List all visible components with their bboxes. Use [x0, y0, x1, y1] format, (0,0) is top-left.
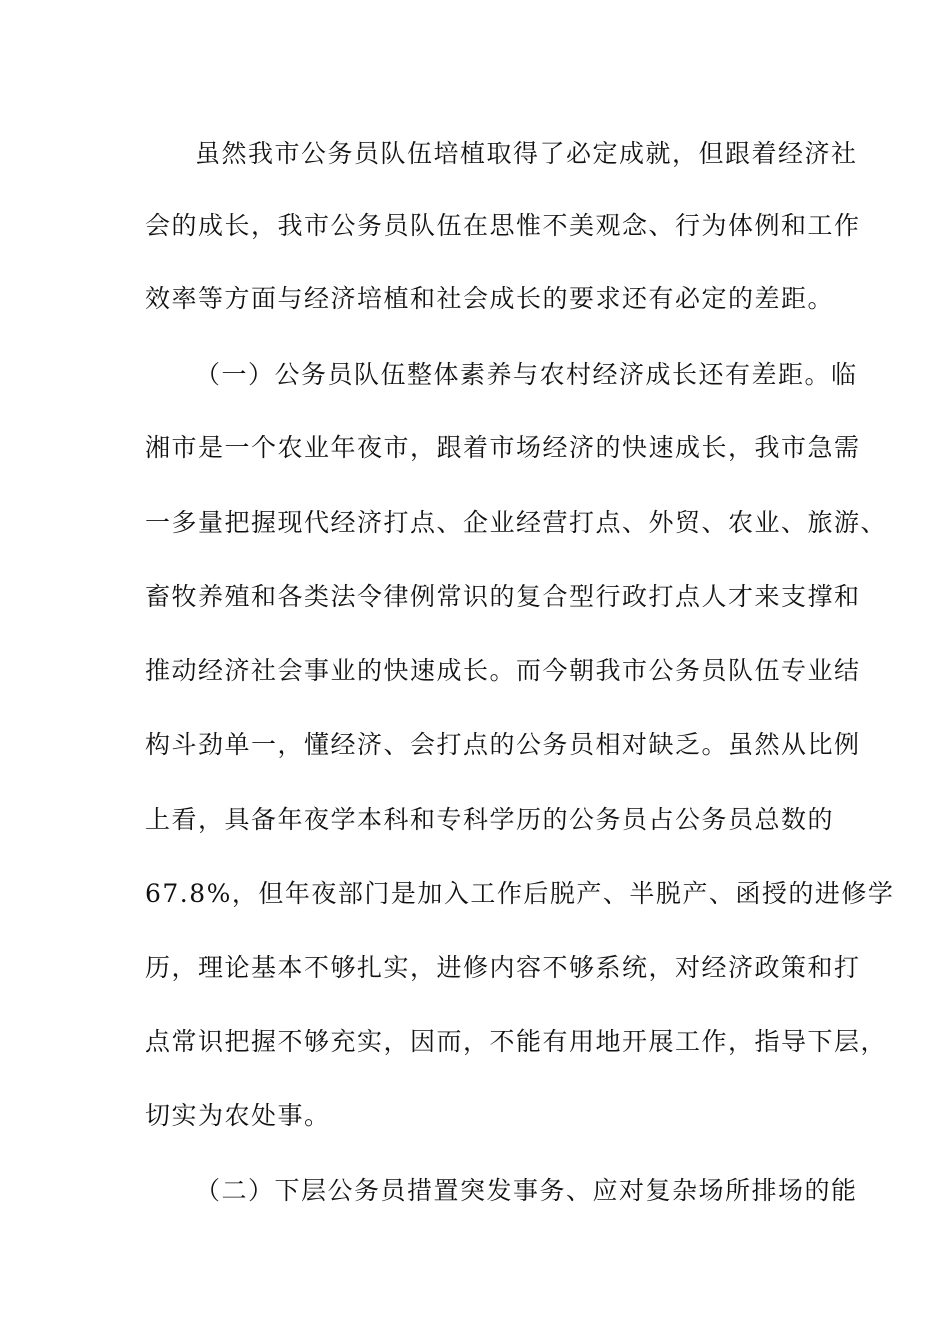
paragraph-1-line-1: 虽然我市公务员队伍培植取得了必定成就，但跟着经济社 [195, 139, 858, 168]
paragraph-2-line-3: 一多量把握现代经济打点、企业经营打点、外贸、农业、旅游、 [145, 508, 888, 537]
paragraph-2-line-1: （一）公务员队伍整体素养与农村经济成长还有差距。临 [195, 360, 858, 389]
paragraph-1-line-3: 效率等方面与经济培植和社会成长的要求还有必定的差距。 [145, 284, 835, 313]
paragraph-1-line-2: 会的成长，我市公务员队伍在思惟不美观念、行为体例和工作 [145, 211, 861, 240]
paragraph-2-line-2: 湘市是一个农业年夜市，跟着市场经济的快速成长，我市急需 [145, 433, 861, 462]
paragraph-2-line-4: 畜牧养殖和各类法令律例常识的复合型行政打点人才来支撑和 [145, 582, 861, 611]
paragraph-2-line-10: 点常识把握不够充实，因而，不能有用地开展工作，指导下层， [145, 1027, 888, 1056]
paragraph-2-line-8: 67.8%，但年夜部门是加入工作后脱产、半脱产、函授的进修学 [145, 879, 895, 908]
paragraph-3-line-1: （二）下层公务员措置突发事务、应对复杂场所排场的能 [195, 1176, 858, 1205]
paragraph-2-line-11: 切实为农处事。 [145, 1101, 331, 1130]
paragraph-2-line-7: 上看，具备年夜学本科和专科学历的公务员占公务员总数的 [145, 805, 835, 834]
paragraph-2-line-5: 推动经济社会事业的快速成长。而今朝我市公务员队伍专业结 [145, 656, 861, 685]
paragraph-2-line-6: 构斗劲单一，懂经济、会打点的公务员相对缺乏。虽然从比例 [145, 730, 861, 759]
paragraph-2-line-9: 历，理论基本不够扎实，进修内容不够系统，对经济政策和打 [145, 953, 861, 982]
